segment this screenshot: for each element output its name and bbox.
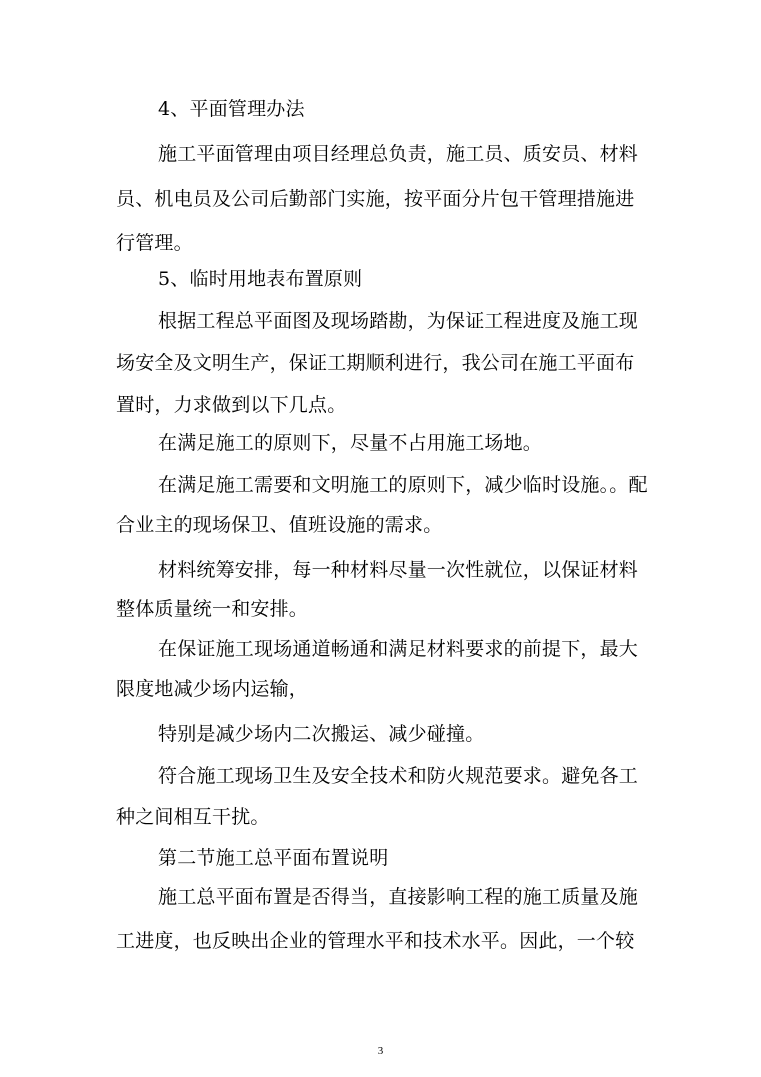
section-heading-plan-management: 4、平面管理办法 — [158, 98, 305, 120]
paragraph-line: 在满足施工的原则下，尽量不占用施工场地。 — [158, 432, 543, 454]
paragraph-line: 在满足施工需要和文明施工的原则下，减少临时设施。。配 — [158, 474, 648, 496]
paragraph-line: 种之间相互干扰。 — [116, 806, 270, 828]
paragraph-line: 施工总平面布置是否得当，直接影响工程的施工质量及施 — [158, 886, 639, 908]
paragraph-line: 施工平面管理由项目经理总负责，施工员、质安员、材料 — [158, 143, 639, 165]
paragraph-line: 场安全及文明生产，保证工期顺利进行，我公司在施工平面布 — [116, 352, 635, 374]
paragraph-line: 在保证施工现场通道畅通和满足材料要求的前提下，最大 — [158, 638, 639, 660]
page-number: 3 — [377, 1045, 384, 1057]
section-heading-site-layout: 第二节施工总平面布置说明 — [158, 847, 389, 869]
paragraph-line: 根据工程总平面图及现场踏勘，为保证工程进度及施工现 — [158, 310, 639, 332]
paragraph-line: 特别是减少场内二次搬运、减少碰撞。 — [158, 723, 485, 745]
section-heading-temporary-land-use: 5、临时用地表布置原则 — [158, 268, 363, 290]
paragraph-line: 符合施工现场卫生及安全技术和防火规范要求。避免各工 — [158, 765, 639, 787]
paragraph-line: 合业主的现场保卫、值班设施的需求。 — [116, 514, 443, 536]
paragraph-line: 整体质量统一和安排。 — [116, 598, 309, 620]
paragraph-line: 材料统筹安排，每一种材料尽量一次性就位，以保证材料 — [158, 559, 639, 581]
paragraph-line: 员、机电员及公司后勤部门实施，按平面分片包干管理措施进 — [116, 188, 635, 210]
paragraph-line: 行管理。 — [116, 232, 193, 254]
paragraph-line: 工进度，也反映出企业的管理水平和技术水平。因此，一个较 — [116, 930, 635, 952]
paragraph-line: 限度地减少场内运输， — [116, 678, 309, 700]
paragraph-line: 置时，力求做到以下几点。 — [116, 394, 347, 416]
